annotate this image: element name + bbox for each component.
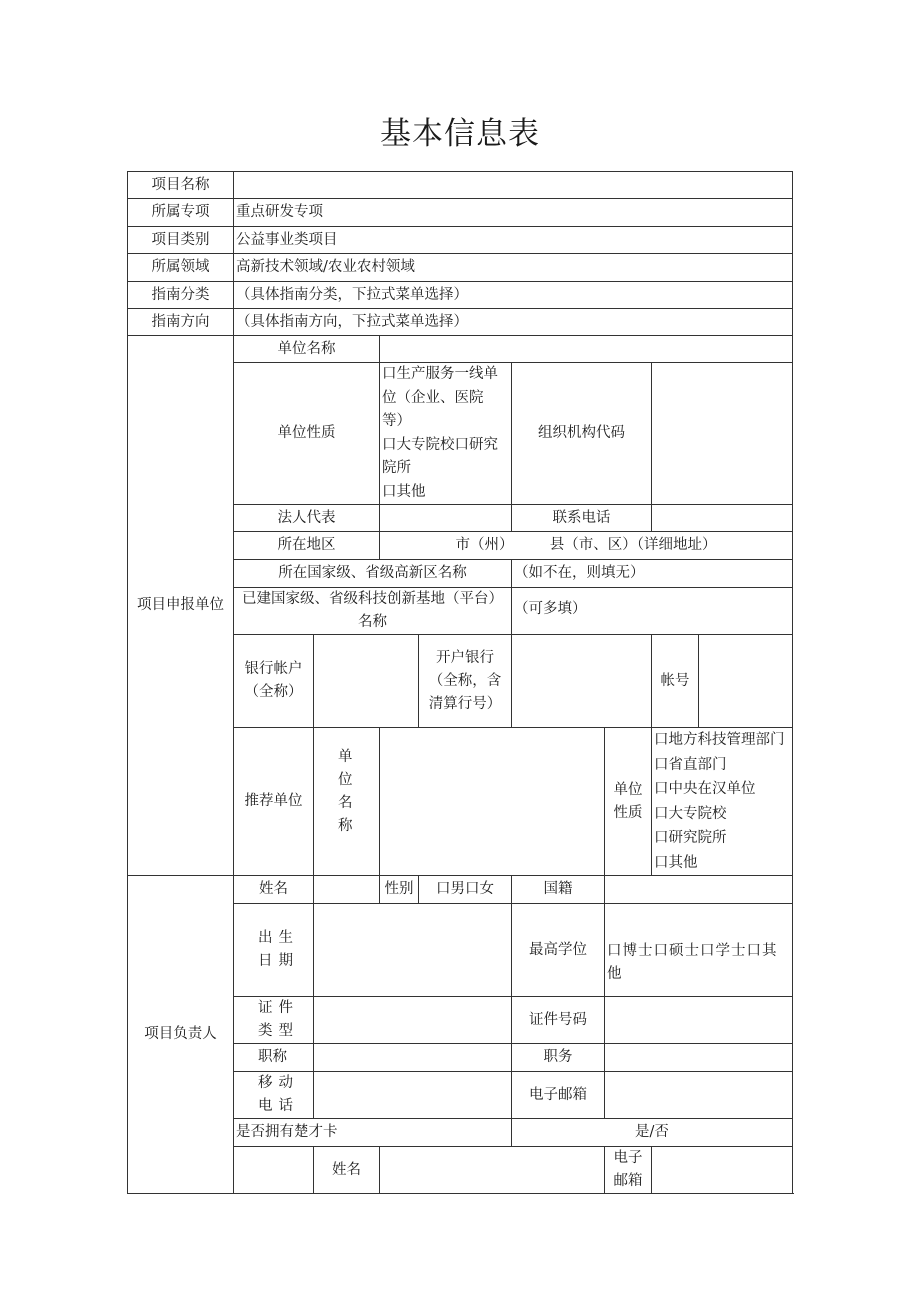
position-label: 职务 [512, 1044, 605, 1072]
title-field[interactable] [314, 1044, 512, 1072]
next-section-label [234, 1147, 314, 1194]
account-no-label: 帐号 [652, 635, 699, 728]
org-code-field[interactable] [652, 363, 793, 505]
degree-label: 最高学位 [512, 904, 605, 997]
next-email-label: 电子邮箱 [605, 1147, 652, 1194]
gender-options[interactable]: 口男口女 [419, 876, 512, 904]
leader-name-label: 姓名 [234, 876, 314, 904]
degree-options[interactable]: 口博士口硕士口学士口其他 [605, 904, 793, 997]
field-field[interactable]: 高新技术领域/农业农村领域 [234, 254, 793, 282]
org-code-label: 组织机构代码 [512, 363, 652, 505]
category-field[interactable]: 公益事业类项目 [234, 227, 793, 254]
chucai-label: 是否拥有楚才卡 [234, 1119, 512, 1147]
position-field[interactable] [605, 1044, 793, 1072]
account-no-field[interactable] [699, 635, 793, 728]
birth-label: 出生日期 [234, 904, 314, 997]
region-field[interactable]: 市（州） 县（市、区）（详细地址） [380, 532, 793, 560]
title-label: 职称 [234, 1044, 314, 1072]
recommender-unit-nature-options[interactable]: 口地方科技管理部门 口省直部门 口中央在汉单位 口大专院校 口研究院所 口其他 [652, 728, 793, 876]
gender-label: 性别 [380, 876, 419, 904]
recommender-unit-name-field[interactable] [380, 728, 605, 876]
guide-dir-dropdown[interactable]: （具体指南方向，下拉式菜单选择） [234, 309, 793, 336]
chucai-field[interactable]: 是/否 [512, 1119, 793, 1147]
id-type-field[interactable] [314, 997, 512, 1044]
applicant-unit-name-label: 单位名称 [234, 336, 380, 363]
innovation-base-label: 已建国家级、省级科技创新基地（平台）名称 [234, 588, 512, 635]
field-label: 所属领域 [128, 254, 234, 282]
basic-info-table [127, 171, 793, 1194]
hitech-zone-label: 所在国家级、省级高新区名称 [234, 560, 512, 588]
next-name-label: 姓名 [314, 1147, 380, 1194]
mobile-field[interactable] [314, 1072, 512, 1119]
applicant-section-label: 项目申报单位 [128, 336, 234, 876]
bank-account-field[interactable] [314, 635, 419, 728]
applicant-unit-name-field[interactable] [380, 336, 793, 363]
id-type-label: 证件类型 [234, 997, 314, 1044]
special-label: 所属专项 [128, 199, 234, 227]
bank-field[interactable] [512, 635, 652, 728]
nationality-field[interactable] [605, 876, 793, 904]
next-email-field[interactable] [652, 1147, 793, 1194]
hitech-zone-field[interactable]: （如不在，则填无） [512, 560, 793, 588]
guide-class-dropdown[interactable]: （具体指南分类，下拉式菜单选择） [234, 282, 793, 309]
id-no-label: 证件号码 [512, 997, 605, 1044]
bank-label: 开户银行（全称，含清算行号） [419, 635, 512, 728]
project-name-label: 项目名称 [128, 172, 234, 199]
phone-field[interactable] [652, 505, 793, 532]
legal-rep-label: 法人代表 [234, 505, 380, 532]
applicant-unit-nature-label: 单位性质 [234, 363, 380, 505]
guide-dir-label: 指南方向 [128, 309, 234, 336]
email-field[interactable] [605, 1072, 793, 1119]
applicant-unit-nature-options[interactable]: 口生产服务一线单位（企业、医院等） 口大专院校口研究院所 口其他 [380, 363, 512, 505]
project-name-field[interactable] [234, 172, 793, 199]
innovation-base-field[interactable]: （可多填） [512, 588, 793, 635]
leader-section-label: 项目负责人 [128, 876, 234, 1194]
id-no-field[interactable] [605, 997, 793, 1044]
category-label: 项目类别 [128, 227, 234, 254]
phone-label: 联系电话 [512, 505, 652, 532]
birth-field[interactable] [314, 904, 512, 997]
nationality-label: 国籍 [512, 876, 605, 904]
page-title: 基本信息表 [380, 116, 540, 152]
bank-account-label: 银行帐户（全称） [234, 635, 314, 728]
recommender-unit-name-label: 单位名称 [314, 728, 380, 876]
guide-class-label: 指南分类 [128, 282, 234, 309]
legal-rep-field[interactable] [380, 505, 512, 532]
recommender-section-label: 推荐单位 [234, 728, 314, 876]
email-label: 电子邮箱 [512, 1072, 605, 1119]
recommender-unit-nature-label: 单位性质 [605, 728, 652, 876]
next-name-field[interactable] [380, 1147, 605, 1194]
leader-name-field[interactable] [314, 876, 380, 904]
mobile-label: 移动电话 [234, 1072, 314, 1119]
special-field[interactable]: 重点研发专项 [234, 199, 793, 227]
region-label: 所在地区 [234, 532, 380, 560]
